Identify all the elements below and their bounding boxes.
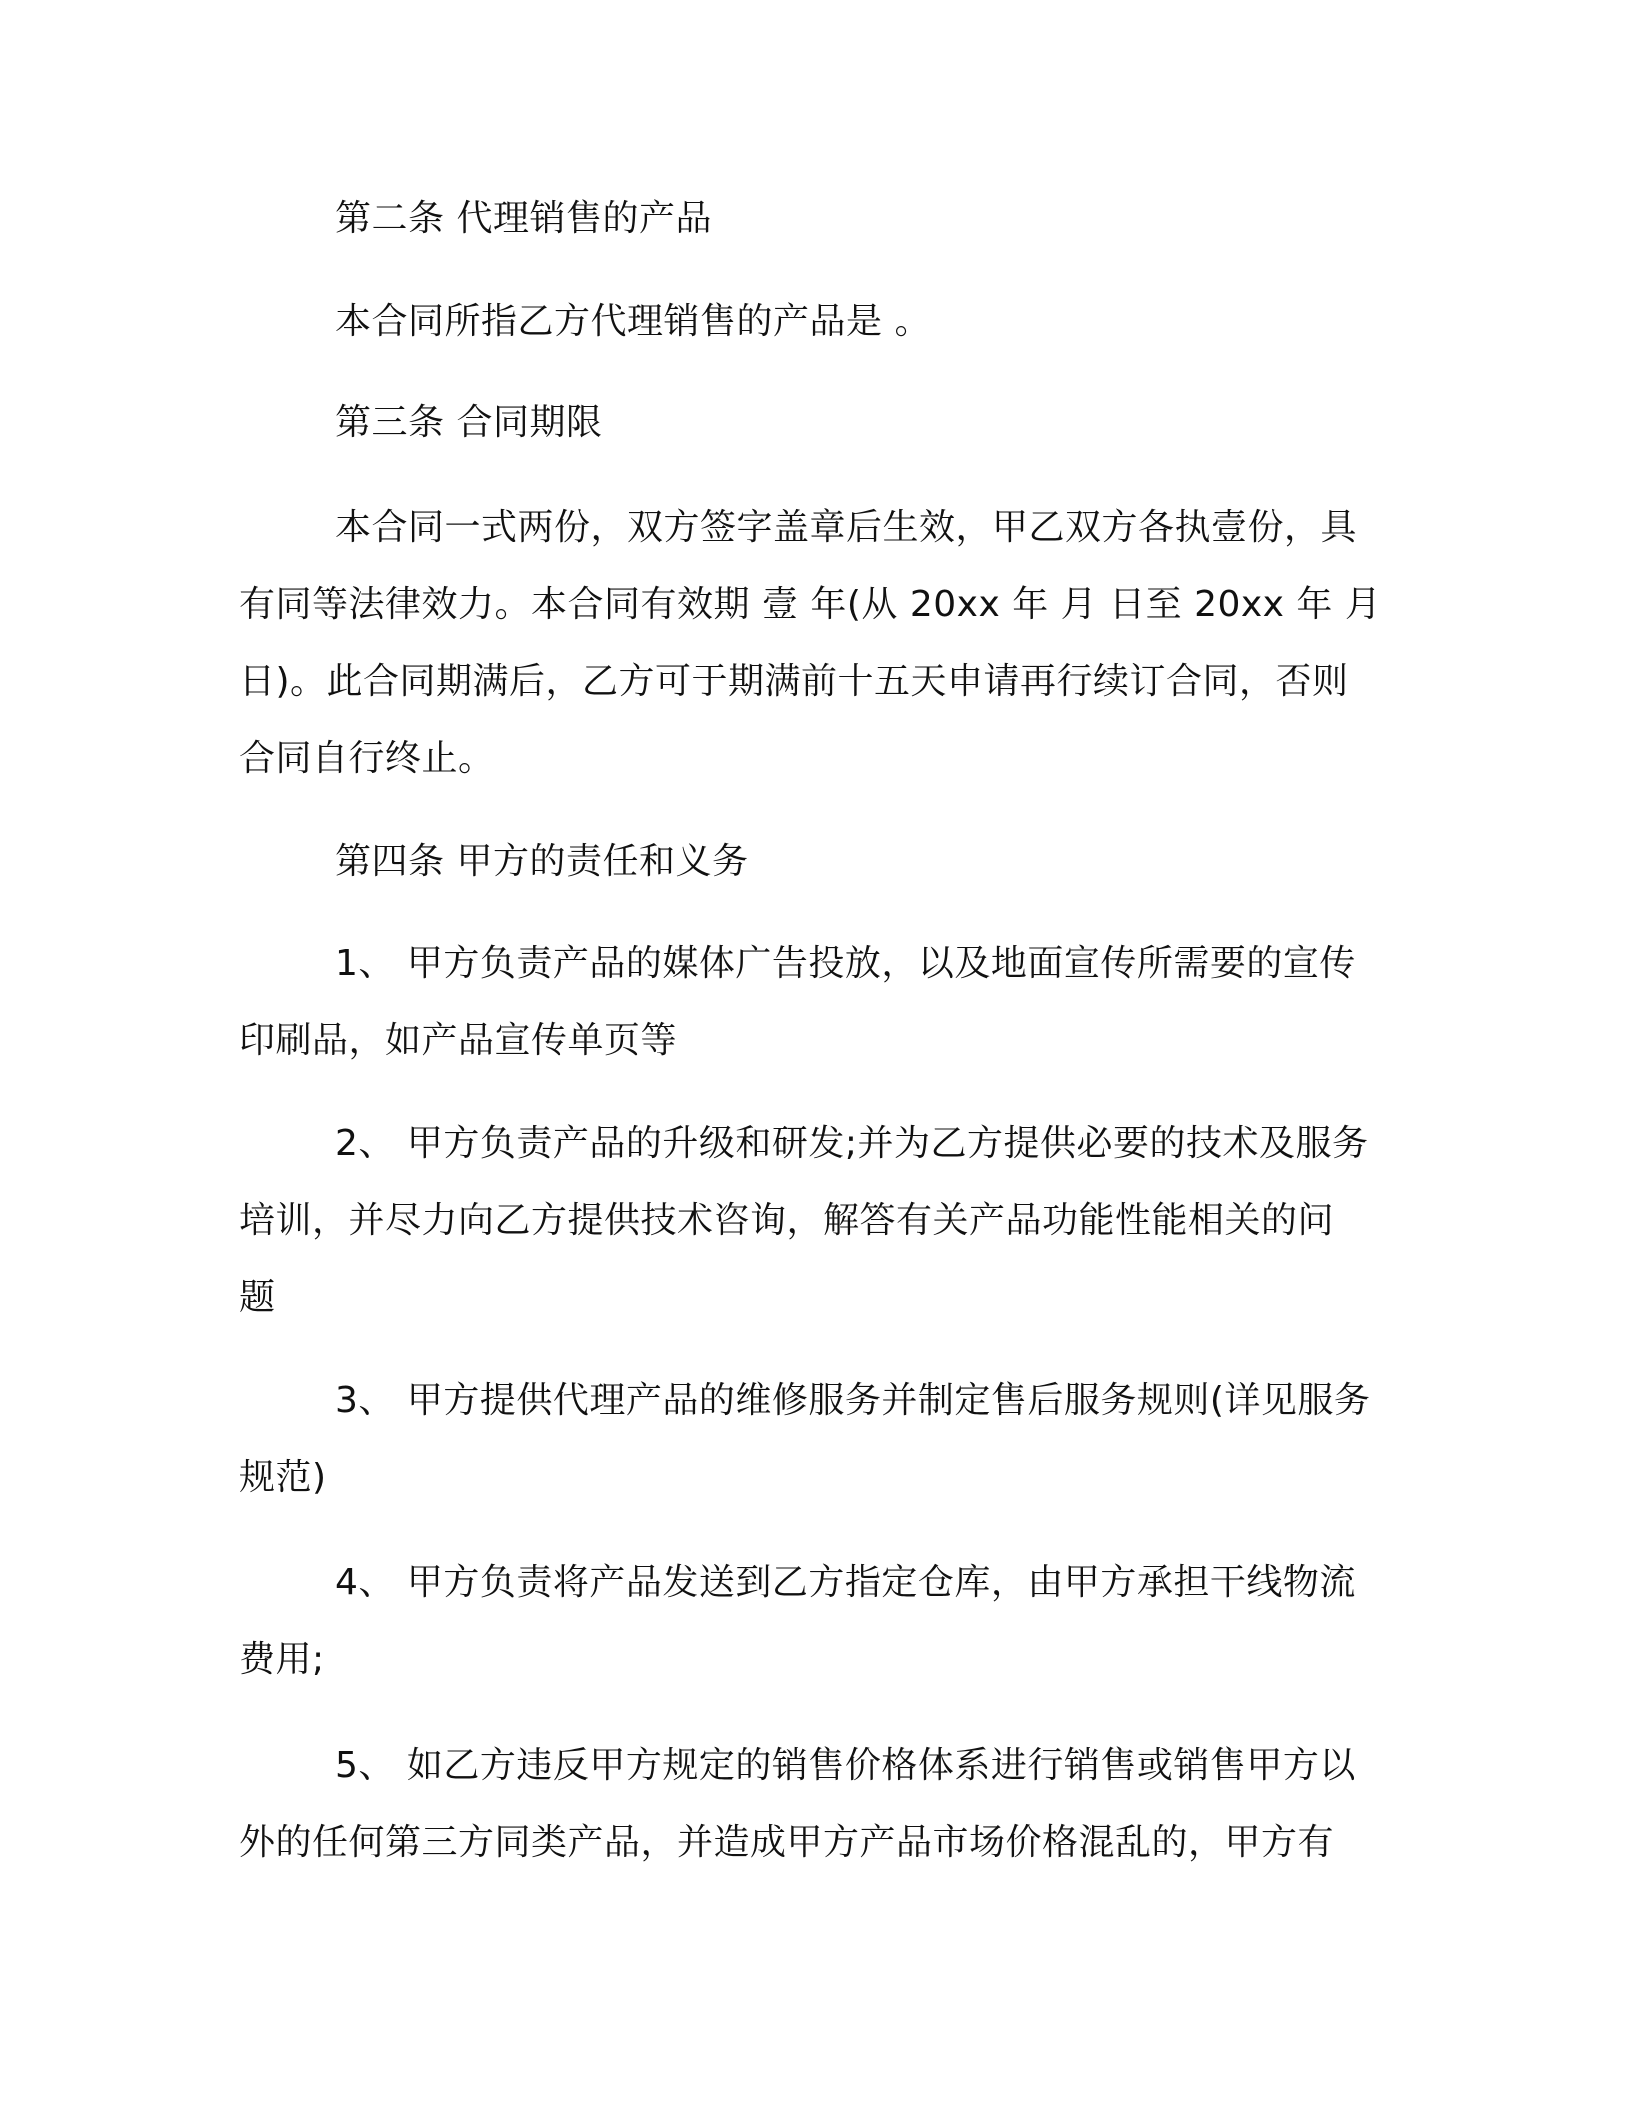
text-line: 1、 甲方负责产品的媒体广告投放，以及地面宣传所需要的宣传 bbox=[335, 943, 1356, 984]
text-line: 2、 甲方负责产品的升级和研发;并为乙方提供必要的技术及服务 bbox=[335, 1123, 1369, 1164]
text-line: 外的任何第三方同类产品，并造成甲方产品市场价格混乱的，甲方有 bbox=[239, 1822, 1335, 1863]
text-line: 第三条 合同期限 bbox=[335, 402, 603, 443]
article-3-body bbox=[239, 489, 1395, 797]
text-line: 合同自行终止。 bbox=[239, 738, 495, 779]
article-4-item-4 bbox=[239, 1544, 1395, 1698]
text-line: 题 bbox=[239, 1277, 276, 1318]
text-line: 费用; bbox=[239, 1639, 325, 1680]
article-2-body bbox=[239, 283, 1395, 360]
article-2-heading bbox=[239, 180, 1395, 257]
text-line: 第四条 甲方的责任和义务 bbox=[335, 841, 749, 882]
text-line: 4、 甲方负责将产品发送到乙方指定仓库，由甲方承担干线物流 bbox=[335, 1562, 1356, 1603]
text-line: 5、 如乙方违反甲方规定的销售价格体系进行销售或销售甲方以 bbox=[335, 1745, 1356, 1786]
article-4-item-5 bbox=[239, 1727, 1395, 1881]
article-3-heading bbox=[239, 384, 1395, 461]
text-line: 本合同所指乙方代理销售的产品是 。 bbox=[335, 301, 931, 342]
text-line: 规范) bbox=[239, 1457, 327, 1498]
article-4-item-3 bbox=[239, 1362, 1395, 1516]
text-line: 日)。此合同期满后，乙方可于期满前十五天申请再行续订合同，否则 bbox=[239, 661, 1349, 702]
text-line: 3、 甲方提供代理产品的维修服务并制定售后服务规则(详见服务 bbox=[335, 1380, 1371, 1421]
text-line: 第二条 代理销售的产品 bbox=[335, 198, 712, 239]
text-line: 本合同一式两份，双方签字盖章后生效，甲乙双方各执壹份，具 bbox=[335, 507, 1358, 548]
text-line: 有同等法律效力。本合同有效期 壹 年(从 20xx 年 月 日至 20xx 年 月 bbox=[239, 584, 1382, 625]
article-4-heading bbox=[239, 823, 1395, 900]
text-line: 培训，并尽力向乙方提供技术咨询，解答有关产品功能性能相关的问 bbox=[239, 1200, 1335, 1241]
article-4-item-1 bbox=[239, 925, 1395, 1079]
article-4-item-2 bbox=[239, 1105, 1395, 1336]
text-line: 印刷品，如产品宣传单页等 bbox=[239, 1020, 678, 1061]
